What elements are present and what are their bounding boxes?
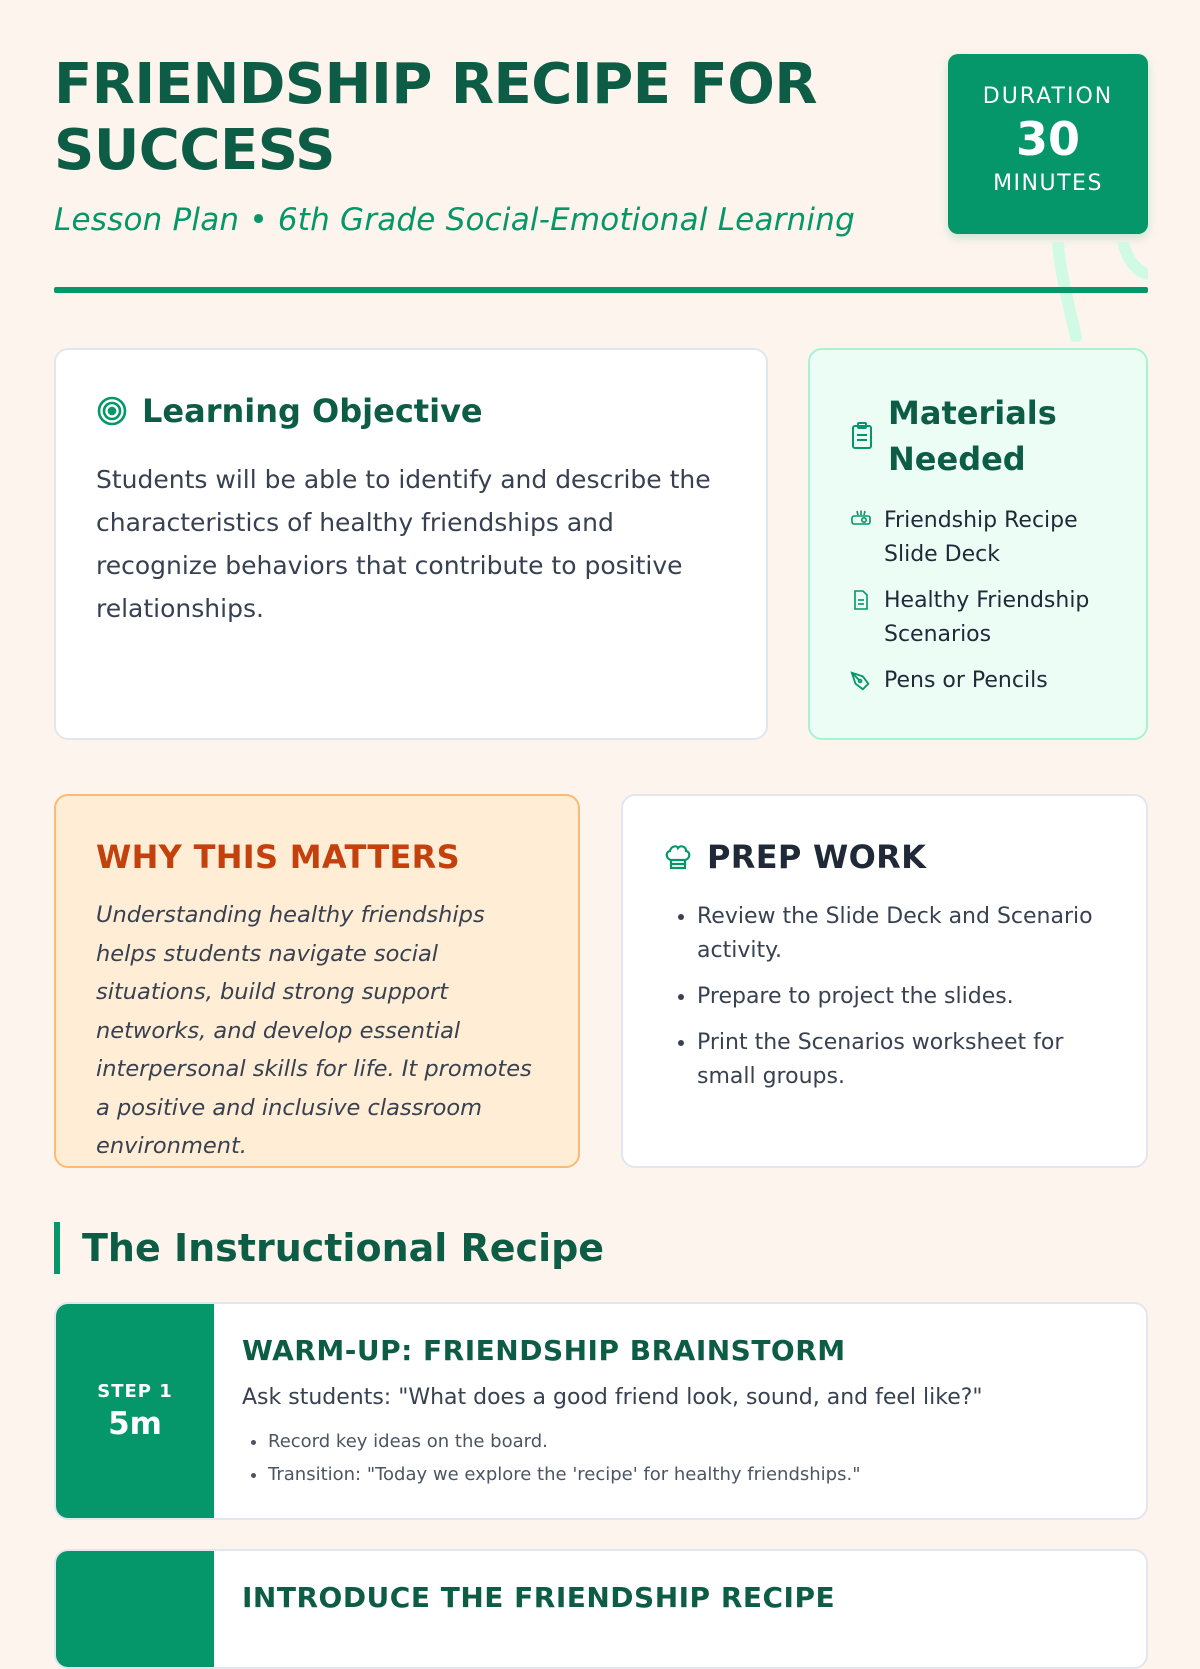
prep-work-card [621,794,1148,1168]
why-text: Understanding healthy friendships helps students navigate social situations, build strong support networks, and develop essential interpersonal skills for life. It promotes a positive and inclusive classroom environment. [96,902,532,1159]
document-icon [850,590,872,610]
target-icon [96,395,128,427]
learning-objective-card [54,348,768,740]
step-body [214,1304,1011,1518]
material-label: Friendship Recipe Slide Deck [884,508,1078,567]
step-title: WARM-UP: FRIENDSHIP BRAINSTORM [242,1334,846,1367]
chef-hat-icon [663,842,693,872]
objective-heading-text: Learning Objective [142,392,483,430]
page-subtitle: Lesson Plan • 6th Grade Social-Emotional Learning [54,202,855,238]
materials-heading-text: Materials Needed [888,394,1057,478]
duration-value: 30 [1015,112,1080,166]
clipboard-icon [850,421,874,451]
step-card [54,1302,1148,1520]
list-item [850,584,1106,652]
objective-heading [96,392,726,430]
prep-list [663,900,1106,1094]
step-card [54,1549,1148,1669]
list-item: • Print the Scenarios worksheet for small groups. [697,1026,1106,1094]
step-badge [56,1551,214,1667]
step-badge [56,1304,214,1518]
duration-label: DURATION [982,84,1114,109]
list-item: • Review the Slide Deck and Scenario activity. [697,900,1106,968]
material-label: Pens or Pencils [884,668,1048,693]
objective-text: Students will be able to identify and describe the characteristics of healthy friendships and recognize behaviors that contribute to positive relationships. [96,465,711,623]
prep-heading-text: PREP WORK [707,838,927,876]
material-label: Healthy Friendship Scenarios [884,588,1090,647]
page-title: FRIENDSHIP RECIPE FOR SUCCESS [54,52,817,183]
list-item: • Record key ideas on the board. [268,1425,983,1458]
step-label: STEP 1 [97,1380,173,1402]
materials-list [850,504,1106,698]
prep-heading [663,838,1106,876]
projector-icon [850,510,872,526]
pen-icon [850,670,872,692]
lesson-header [54,52,1148,238]
step-time: 5m [108,1405,162,1442]
list-item [850,504,1106,572]
step-body [214,1551,863,1667]
why-this-matters-card [54,794,580,1168]
section-title: The Instructional Recipe [54,1222,604,1274]
list-item [850,664,1106,698]
duration-unit: MINUTES [993,171,1103,196]
list-item: • Prepare to project the slides. [697,980,1106,1014]
materials-heading [850,390,1106,482]
header-divider [54,287,1148,293]
step-bullets [242,1425,983,1491]
why-heading: WHY THIS MATTERS [96,838,460,876]
list-item: • Transition: "Today we explore the 'recipe' for healthy friendships." [268,1458,983,1491]
step-title: INTRODUCE THE FRIENDSHIP RECIPE [242,1581,836,1614]
materials-card [808,348,1148,740]
step-lead: Ask students: "What does a good friend look, sound, and feel like?" [242,1385,983,1410]
duration-badge [948,54,1148,234]
